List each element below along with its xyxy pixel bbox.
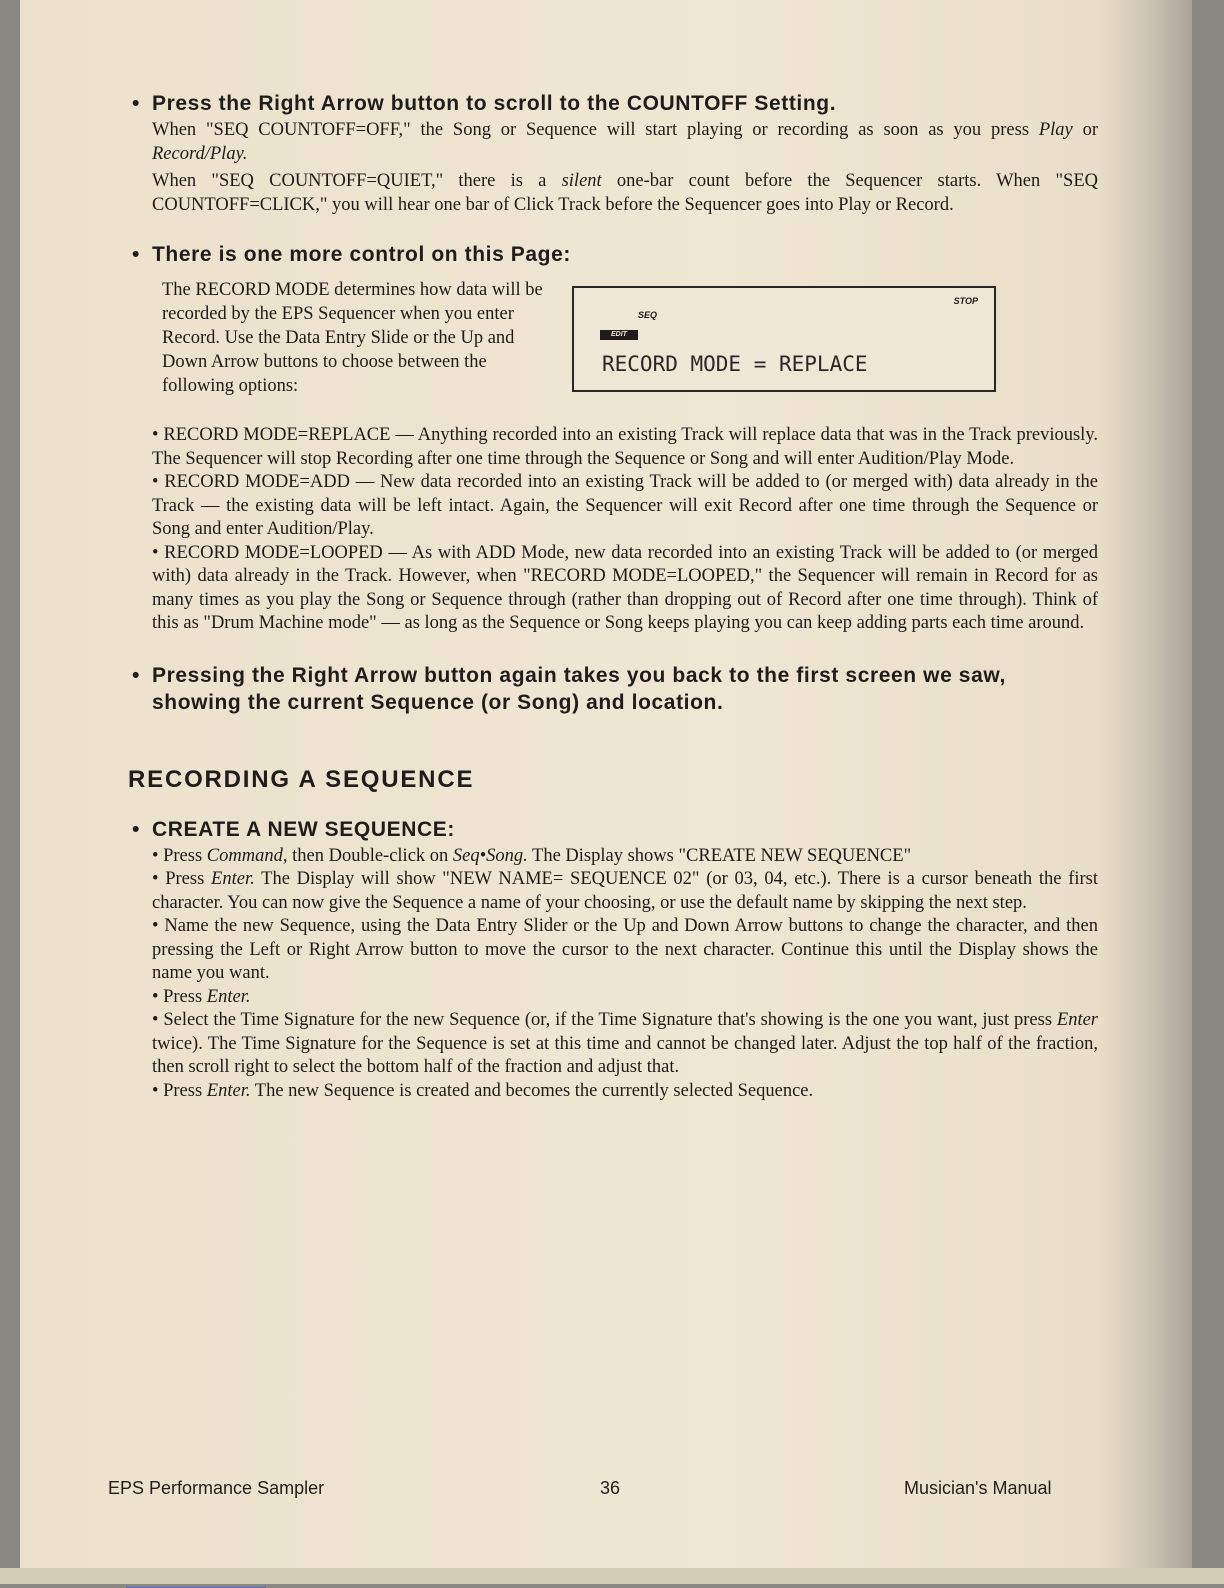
enter-term: Enter.	[211, 869, 255, 889]
text: one-bar count before the Sequencer starts. When "SEQ COUNTOFF=CLICK," you will hear one bar of Click Track before the Sequencer goes into Play or Record.	[152, 171, 1098, 215]
record-mode-replace-option: • RECORD MODE=REPLACE — Anything recorded into an existing Track will replace data that was in the Track previously. The Sequencer will stop Recording after one time through the Sequence or Song and will enter Audition/Play Mode.	[152, 425, 1098, 469]
page-content	[128, 90, 1098, 1103]
step-time-signature	[152, 1009, 1098, 1080]
record-play-term: Record/Play.	[152, 143, 248, 164]
play-term: Play	[1038, 120, 1073, 140]
record-mode-intro: The RECORD MODE determines how data will be recorded by the EPS Sequencer when you enter Record. Use the Data Entry Slide or the Up and Down Arrow buttons to choose between the following options:	[162, 280, 543, 396]
lcd-seq-indicator: SEQ	[638, 310, 658, 320]
text: or	[1072, 120, 1098, 140]
step-press-enter	[152, 986, 1098, 1010]
record-mode-add-option: • RECORD MODE=ADD — New data recorded into an existing Track will be added to (or merged with) data already in the Track — the existing data will be left intact. Again, the Sequencer will exit Record after one time through the Sequence or Song and enter Audition/Play.	[152, 472, 1098, 539]
countoff-off-paragraph	[152, 119, 1098, 166]
lcd-record-mode-line: RECORD MODE = REPLACE	[602, 352, 868, 376]
record-mode-heading: • There is one more control on this Page:	[128, 241, 1098, 268]
seq-song-term: Seq•Song.	[452, 845, 528, 866]
silent-term: silent	[561, 171, 602, 191]
lcd-stop-indicator: STOP	[953, 296, 978, 306]
enter-term: Enter.	[206, 986, 251, 1007]
text: • Press	[152, 845, 207, 866]
record-mode-looped-option: • RECORD MODE=LOOPED — As with ADD Mode, new data recorded into an existing Track will be added to (or merged with) data already in the Track. However, when "RECORD MODE=LOOPED," the Sequencer will remain in Record for as many times as you play the Song or Sequence through (rather than dropping out of Record after one time through). Think of this as "Drum Machine mode" — as long as the Sequence or Song keeps playing you can keep adding parts each time around.	[152, 542, 1098, 633]
text: • Press	[152, 986, 207, 1007]
enter-term: Enter.	[206, 1080, 251, 1101]
text: • Press	[152, 869, 212, 889]
text: The new Sequence is created and becomes the currently selected Sequence.	[250, 1080, 814, 1101]
text: twice). The Time Signature for the Sequence is set at this time and cannot be changed later. Adjust the top half of the fraction, then scroll right to select the bottom half of the fraction and adjust that.	[152, 1033, 1098, 1077]
text: The Display shows "CREATE NEW SEQUENCE"	[527, 845, 912, 866]
countoff-heading: • Press the Right Arrow button to scroll to the COUNTOFF Setting.	[128, 90, 1098, 117]
create-sequence-heading: • CREATE A NEW SEQUENCE:	[128, 816, 1098, 843]
record-mode-intro-block	[162, 278, 1098, 420]
enter-term: Enter	[1056, 1010, 1098, 1030]
text: • Select the Time Signature for the new Sequence (or, if the Time Signature that's showing is the one you want, just press	[152, 1010, 1057, 1030]
text: The Display will show "NEW NAME= SEQUENCE 02" (or 03, 04, etc.). There is a cursor beneath the first character. You can now give the Sequence a name of your choosing, or use the default name by skipping the next step.	[152, 869, 1098, 913]
lcd-display	[572, 286, 996, 392]
command-term: Command,	[206, 845, 288, 866]
text: then Double-click on	[287, 845, 453, 866]
text: When "SEQ COUNTOFF=QUIET," there is a	[152, 171, 562, 191]
recording-section-title: RECORDING A SEQUENCE	[128, 765, 475, 793]
step-name-sequence: • Name the new Sequence, using the Data Entry Slider or the Up and Down Arrow buttons to change the character, and then pressing the Left or Right Arrow button to move the cursor to the next character. Continue this until the Display shows the name you want.	[152, 916, 1098, 983]
manual-page	[20, 0, 1192, 1568]
countoff-quiet-click-paragraph	[152, 170, 1098, 217]
step-enter-name	[152, 868, 1098, 915]
footer-left: EPS Performance Sampler	[108, 1478, 325, 1498]
text: • Press	[152, 1080, 207, 1101]
step-create	[152, 1080, 1098, 1104]
footer-page-number: 36	[600, 1478, 621, 1498]
right-arrow-again-heading: • Pressing the Right Arrow button again takes you back to the first screen we saw, showing the current Sequence (or Song) and location.	[128, 662, 1098, 716]
step-command	[152, 845, 1098, 869]
lcd-edit-indicator: EDIT	[600, 330, 638, 340]
bottom-edge	[0, 1568, 1224, 1584]
text: When "SEQ COUNTOFF=OFF," the Song or Sequence will start playing or recording as soon as you press	[152, 120, 1039, 140]
footer-right: Musician's Manual	[904, 1478, 1052, 1498]
